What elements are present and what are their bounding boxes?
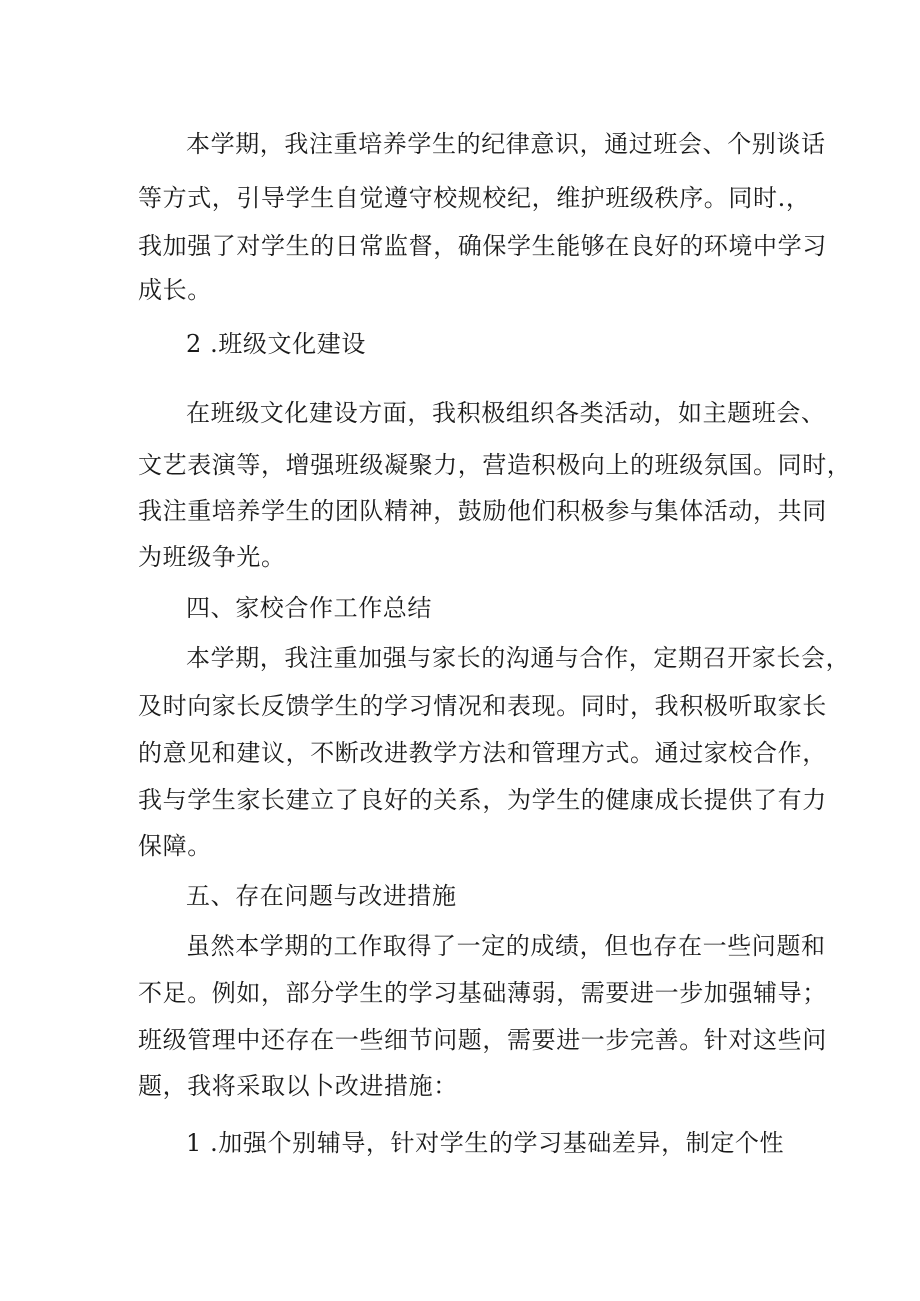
paragraph-problems-line-3: 班级管理中还存在一些细节问题，需要进一步完善。针对这些问 bbox=[138, 1026, 827, 1054]
paragraph-home-school-line-1: 本学期，我注重加强与家长的沟通与合作，定期召开家长会， bbox=[186, 644, 851, 672]
paragraph-discipline-line-2: 等方式，引导学生自觉遵守校规校纪，维护班级秩序。同时.， bbox=[138, 184, 811, 212]
list-item-individual-tutoring: 1 .加强个别辅导，针对学生的学习基础差异，制定个性 bbox=[186, 1129, 785, 1157]
paragraph-discipline-line-3: 我加强了对学生的日常监督，确保学生能够在良好的环境中学习 bbox=[138, 232, 827, 260]
section-heading-home-school: 四、家校合作工作总结 bbox=[186, 594, 432, 622]
subheading-class-culture: 2 .班级文化建设 bbox=[186, 330, 366, 358]
paragraph-discipline-line-4: 成长。 bbox=[138, 276, 212, 304]
paragraph-discipline-line-1: 本学期，我注重培养学生的纪律意识，通过班会、个别谈话 bbox=[186, 130, 826, 158]
paragraph-home-school-line-4: 我与学生家长建立了良好的关系，为学生的健康成长提供了有力 bbox=[138, 786, 827, 814]
section-heading-problems: 五、存在问题与改进措施 bbox=[186, 882, 457, 910]
paragraph-culture-line-4: 为班级争光。 bbox=[138, 543, 286, 571]
paragraph-culture-line-2: 文艺表演等，增强班级凝聚力，营造积极向上的班级氛国。同时， bbox=[138, 451, 852, 479]
paragraph-problems-line-4: 题，我将采取以卜改进措施： bbox=[138, 1072, 458, 1100]
paragraph-home-school-line-5: 保障。 bbox=[138, 832, 212, 860]
paragraph-culture-line-1: 在班级文化建设方面，我积极组织各类活动，如主题班会、 bbox=[186, 399, 826, 427]
paragraph-home-school-line-2: 及时向家长反馈学生的学习情况和表现。同时，我积极听取家长 bbox=[138, 692, 827, 720]
paragraph-problems-line-1: 虽然本学期的工作取得了一定的成绩，但也存在一些问题和 bbox=[186, 932, 826, 960]
paragraph-problems-line-2: 不足。例如，部分学生的学习基础薄弱，需要进一步加强辅导； bbox=[138, 979, 827, 1007]
paragraph-culture-line-3: 我注重培养学生的团队精神，鼓励他们积极参与集体活动，共同 bbox=[138, 497, 827, 525]
paragraph-home-school-line-3: 的意见和建议，不断改进教学方法和管理方式。通过家校合作， bbox=[138, 739, 827, 767]
